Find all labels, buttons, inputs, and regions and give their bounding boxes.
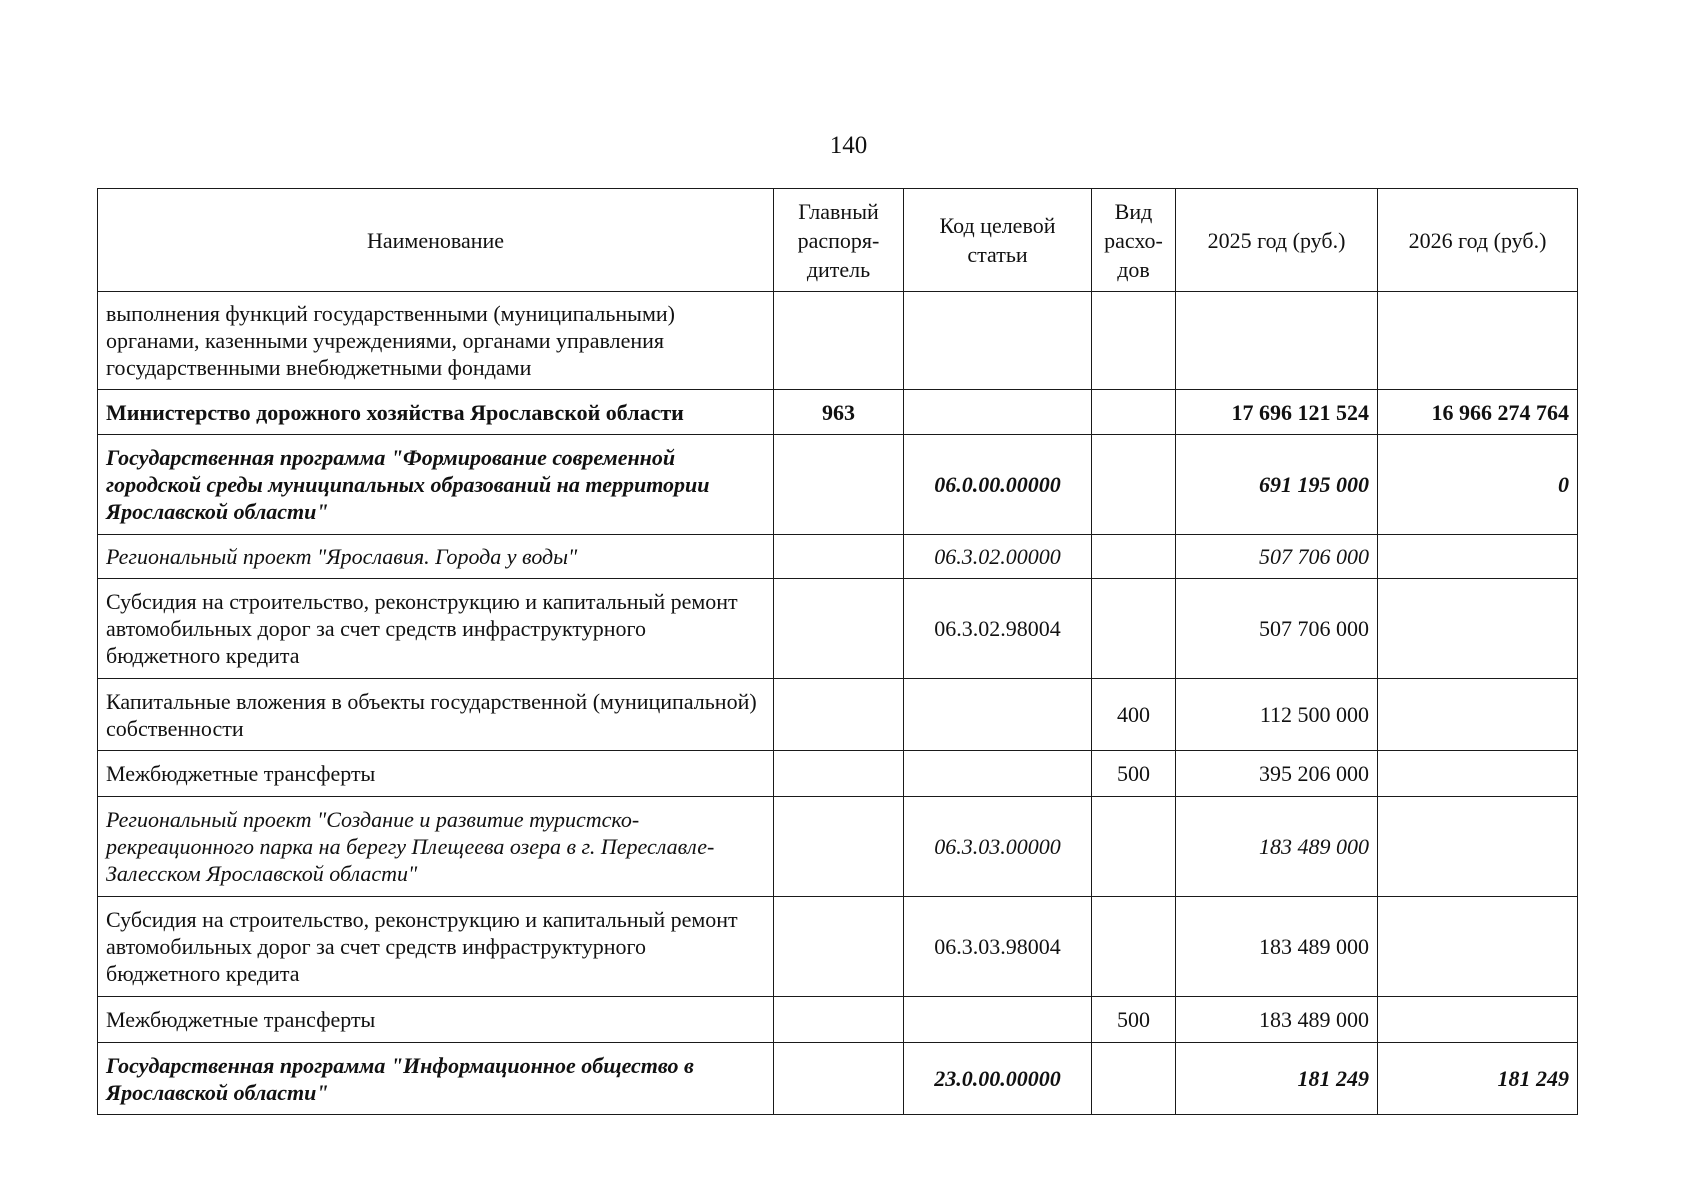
- page-number: 140: [829, 132, 868, 159]
- header-2025: 2025 год (руб.): [1176, 189, 1378, 292]
- cell-type: [1092, 435, 1176, 535]
- cell-name: Государственная программа "Формирование современной городской среды муниципальных образований на территории Ярославской области": [98, 435, 774, 535]
- cell-2026: 16 966 274 764: [1378, 390, 1578, 435]
- cell-manager: [774, 897, 904, 997]
- cell-2026: [1378, 797, 1578, 897]
- cell-type: 400: [1092, 679, 1176, 751]
- cell-2025: 112 500 000: [1176, 679, 1378, 751]
- cell-2025: 183 489 000: [1176, 897, 1378, 997]
- cell-code: [904, 292, 1092, 390]
- cell-name: Субсидия на строительство, реконструкцию и капитальный ремонт автомобильных дорог за счет средств инфраструктурного бюджетного кредита: [98, 897, 774, 997]
- cell-code: 06.3.02.98004: [904, 579, 1092, 679]
- cell-code: [904, 679, 1092, 751]
- table-row: [98, 579, 1578, 679]
- cell-2025: [1176, 292, 1378, 390]
- budget-table: [97, 188, 1578, 1115]
- cell-manager: [774, 535, 904, 579]
- header-code: Код целевой статьи: [904, 189, 1092, 292]
- cell-2026: [1378, 535, 1578, 579]
- cell-type: [1092, 579, 1176, 679]
- cell-name: Межбюджетные трансферты: [98, 751, 774, 797]
- table-row: [98, 997, 1578, 1043]
- cell-name: Министерство дорожного хозяйства Ярославской области: [98, 390, 774, 435]
- table-row: [98, 435, 1578, 535]
- cell-2026: [1378, 679, 1578, 751]
- cell-code: 06.3.03.98004: [904, 897, 1092, 997]
- cell-name: Региональный проект "Создание и развитие туристско-рекреационного парка на берегу Плещеева озера в г. Переславле-Залесском Ярославской области": [98, 797, 774, 897]
- header-2026: 2026 год (руб.): [1378, 189, 1578, 292]
- cell-code: [904, 390, 1092, 435]
- cell-manager: [774, 797, 904, 897]
- cell-manager: [774, 435, 904, 535]
- cell-code: 06.3.02.00000: [904, 535, 1092, 579]
- cell-2026: 181 249: [1378, 1043, 1578, 1115]
- cell-type: [1092, 292, 1176, 390]
- cell-2025: 17 696 121 524: [1176, 390, 1378, 435]
- cell-2025: 183 489 000: [1176, 997, 1378, 1043]
- cell-name: Капитальные вложения в объекты государственной (муниципальной) собственности: [98, 679, 774, 751]
- table-row: [98, 535, 1578, 579]
- cell-name: Субсидия на строительство, реконструкцию и капитальный ремонт автомобильных дорог за счет средств инфраструктурного бюджетного кредита: [98, 579, 774, 679]
- cell-code: 06.0.00.00000: [904, 435, 1092, 535]
- table-header-row: [98, 189, 1578, 292]
- table-row: [98, 390, 1578, 435]
- header-name: Наименование: [98, 189, 774, 292]
- cell-type: [1092, 1043, 1176, 1115]
- table-row: [98, 751, 1578, 797]
- cell-type: 500: [1092, 751, 1176, 797]
- cell-2026: [1378, 897, 1578, 997]
- cell-type: [1092, 797, 1176, 897]
- cell-manager: [774, 679, 904, 751]
- cell-code: [904, 751, 1092, 797]
- cell-2025: 395 206 000: [1176, 751, 1378, 797]
- cell-2026: [1378, 579, 1578, 679]
- cell-type: [1092, 535, 1176, 579]
- cell-type: [1092, 897, 1176, 997]
- cell-code: 06.3.03.00000: [904, 797, 1092, 897]
- table-row: [98, 679, 1578, 751]
- cell-manager: [774, 1043, 904, 1115]
- header-type: Вид расхо-дов: [1092, 189, 1176, 292]
- header-manager: Главный распоря-дитель: [774, 189, 904, 292]
- cell-2025: 691 195 000: [1176, 435, 1378, 535]
- cell-type: [1092, 390, 1176, 435]
- cell-manager: [774, 579, 904, 679]
- cell-2025: 507 706 000: [1176, 535, 1378, 579]
- cell-2025: 507 706 000: [1176, 579, 1378, 679]
- cell-2026: [1378, 751, 1578, 797]
- cell-name: Региональный проект "Ярославия. Города у воды": [98, 535, 774, 579]
- cell-code: [904, 997, 1092, 1043]
- cell-manager: [774, 997, 904, 1043]
- cell-manager: [774, 751, 904, 797]
- cell-name: Государственная программа "Информационное общество в Ярославской области": [98, 1043, 774, 1115]
- cell-2025: 183 489 000: [1176, 797, 1378, 897]
- table-row: [98, 1043, 1578, 1115]
- table-row: [98, 897, 1578, 997]
- cell-code: 23.0.00.00000: [904, 1043, 1092, 1115]
- cell-manager: [774, 292, 904, 390]
- cell-2025: 181 249: [1176, 1043, 1378, 1115]
- cell-name: выполнения функций государственными (муниципальными) органами, казенными учреждениями, органами управления государственными внебюджетными фондами: [98, 292, 774, 390]
- cell-2026: [1378, 292, 1578, 390]
- table-row: [98, 292, 1578, 390]
- cell-name: Межбюджетные трансферты: [98, 997, 774, 1043]
- cell-manager: 963: [774, 390, 904, 435]
- cell-2026: 0: [1378, 435, 1578, 535]
- table-row: [98, 797, 1578, 897]
- cell-2026: [1378, 997, 1578, 1043]
- cell-type: 500: [1092, 997, 1176, 1043]
